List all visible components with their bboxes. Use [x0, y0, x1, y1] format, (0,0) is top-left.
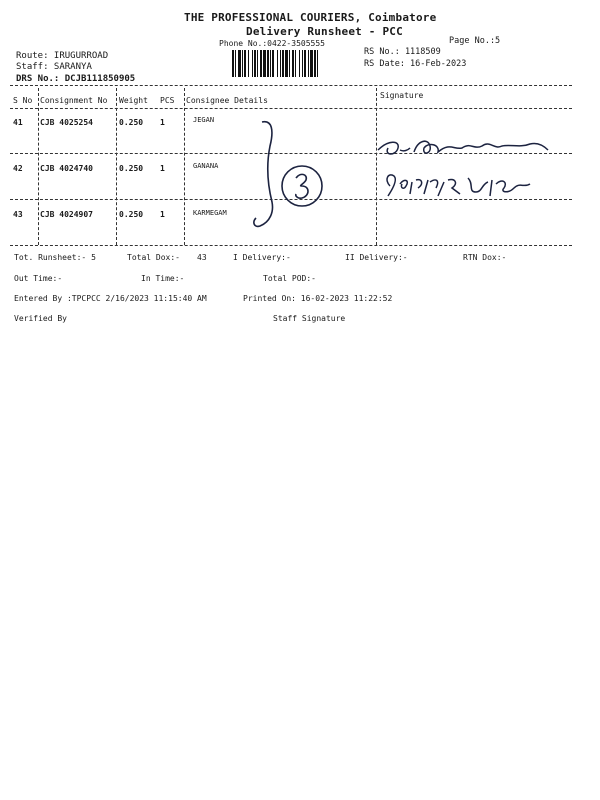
total-dox-label: Total Dox:- [127, 253, 180, 262]
table-row-pcs: 1 [160, 118, 165, 127]
page-number: Page No.:5 [449, 36, 501, 46]
table-row-consignee: KARMEGAM [193, 209, 227, 217]
table-row-consignment: CJB 4024740 [40, 164, 93, 173]
verified-by: Verified By [14, 314, 67, 323]
table-row-pcs: 1 [160, 210, 165, 219]
total-dox-value: 43 [197, 253, 207, 262]
printed-on: Printed On: 16-02-2023 11:22:52 [243, 294, 393, 303]
rs-date: RS Date: 16-Feb-2023 [364, 59, 467, 69]
tot-runsheet: Tot. Runsheet:- 5 [14, 253, 96, 262]
route-label: Route: IRUGURROAD [16, 51, 109, 61]
table-row-consignment: CJB 4025254 [40, 118, 93, 127]
table-row-sno: 43 [13, 210, 23, 219]
entered-by: Entered By :TPCPCC 2/16/2023 11:15:40 AM [14, 294, 207, 303]
ii-delivery: II Delivery:- [345, 253, 408, 262]
col-header-consignee: Consignee Details [186, 96, 268, 105]
handwritten-signature [370, 122, 560, 212]
table-header-line [10, 108, 572, 109]
col-header-weight: Weight [119, 96, 148, 105]
table-row-weight: 0.250 [119, 118, 144, 127]
i-delivery: I Delivery:- [233, 253, 291, 262]
table-top-line [10, 85, 572, 86]
drs-number: DRS No.: DCJB111850905 [16, 74, 136, 84]
col-divider [184, 88, 185, 245]
table-row-sno: 42 [13, 164, 23, 173]
table-row-sno: 41 [13, 118, 23, 127]
phone-number: Phone No.:0422-3505555 [219, 39, 325, 48]
rtn-dox: RTN Dox:- [463, 253, 507, 262]
col-divider [38, 88, 39, 245]
col-header-pcs: PCS [160, 96, 175, 105]
col-divider [116, 88, 117, 245]
barcode-image [232, 50, 358, 77]
table-row-consignee: GANANA [193, 162, 219, 170]
total-pod: Total POD:- [263, 274, 316, 283]
col-header-signature: Signature [380, 91, 424, 100]
staff-signature-label: Staff Signature [273, 314, 346, 323]
staff-label: Staff: SARANYA [16, 62, 92, 72]
table-row-weight: 0.250 [119, 164, 144, 173]
table-row-pcs: 1 [160, 164, 165, 173]
table-row-consignment: CJB 4024907 [40, 210, 93, 219]
table-row-weight: 0.250 [119, 210, 144, 219]
sheet-title: Delivery Runsheet - PCC [246, 25, 403, 38]
col-header-consignment: Consignment No [40, 96, 108, 105]
col-header-sno: S No [13, 96, 33, 105]
table-row-consignee: JEGAN [193, 116, 215, 124]
company-title: THE PROFESSIONAL COURIERS, Coimbatore [184, 11, 437, 24]
out-time: Out Time:- [14, 274, 63, 283]
in-time: In Time:- [141, 274, 185, 283]
handwritten-tally-mark [250, 116, 330, 246]
rs-number: RS No.: 1118509 [364, 47, 441, 57]
